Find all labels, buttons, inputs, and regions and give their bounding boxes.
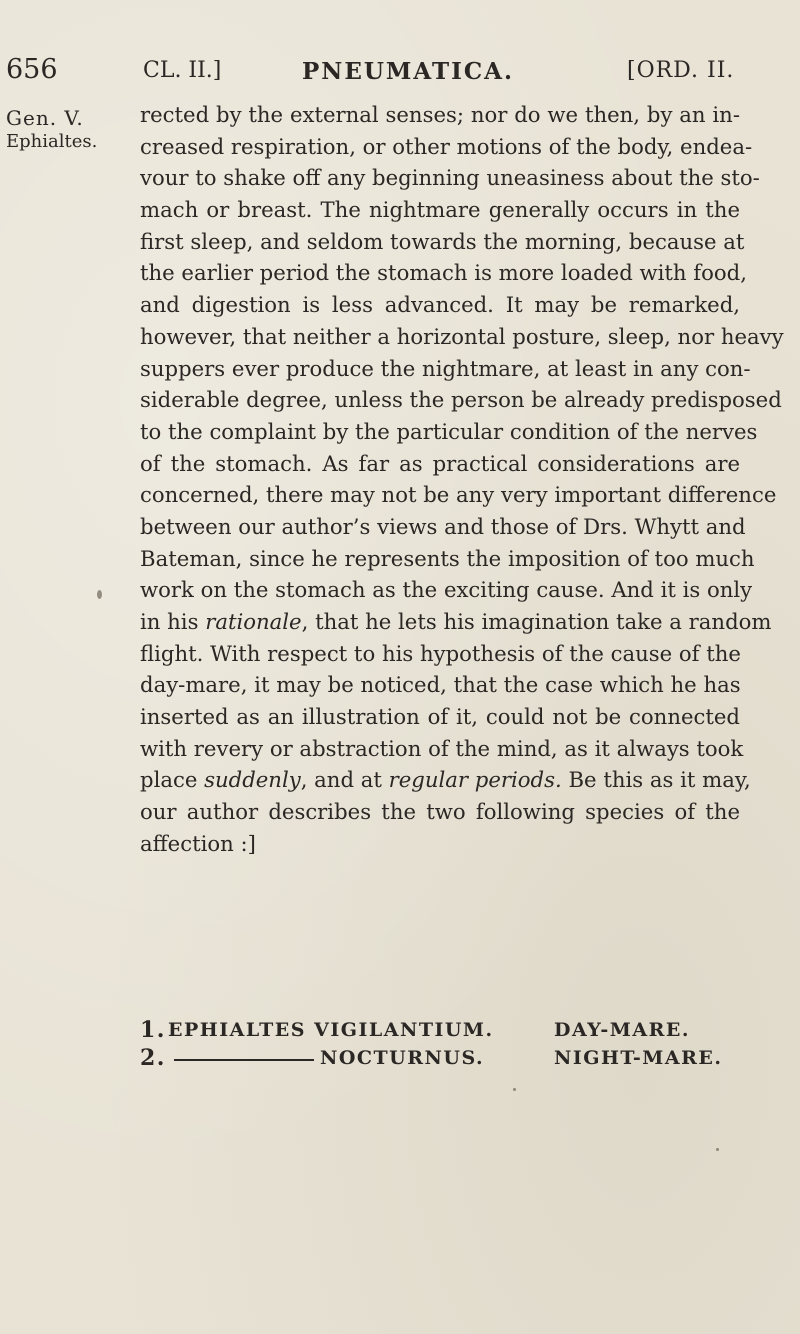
paper-speck: [513, 1088, 516, 1091]
text-line: first sleep, and seldom towards the morning, because at: [140, 228, 745, 254]
text-line: mach or breast. The nightmare generally occurs in the: [140, 197, 740, 223]
page-number: 656: [6, 54, 58, 85]
running-title: PNEUMATICA.: [302, 58, 514, 85]
paper-speck: [97, 590, 102, 599]
text-line: suppers ever produce the nightmare, at least in any con-: [140, 355, 751, 381]
body-paragraph: [140, 99, 784, 860]
text-line: our author describes the two following species of the: [140, 799, 740, 825]
text-line: inserted as an illustration of it, could not be connected: [140, 704, 740, 730]
text-line: of the stomach. As far as practical considerations are: [140, 450, 740, 476]
text-line: and digestion is less advanced. It may be remarked,: [140, 292, 740, 318]
text-line: affection :]: [140, 830, 256, 856]
text-line: place suddenly, and at regular periods. Be this as it may,: [140, 767, 751, 793]
text-line: vour to shake off any beginning uneasiness about the sto-: [140, 165, 760, 191]
text-line: flight. With respect to his hypothesis of the cause of the: [140, 640, 741, 666]
text-line: work on the stomach as the exciting cause. And it is only: [140, 577, 753, 603]
text-line: siderable degree, unless the person be already predisposed: [140, 387, 782, 413]
text-line: between our author’s views and those of Drs. Whytt and: [140, 513, 746, 539]
species-common-name: NIGHT-MARE.: [554, 1047, 723, 1069]
species-number: 2.: [140, 1045, 166, 1071]
text-line: the earlier period the stomach is more loaded with food,: [140, 260, 747, 286]
margin-genus: Gen. V.: [6, 106, 84, 130]
text-line: to the complaint by the particular condition of the nerves: [140, 418, 758, 444]
margin-genus-name: Ephialtes.: [6, 131, 98, 152]
text-line: concerned, there may not be any very important difference: [140, 482, 777, 508]
species-latin-name: EPHIALTES VIGILANTIUM.: [168, 1019, 494, 1041]
species-latin-name: NOCTURNUS.: [320, 1047, 485, 1069]
species-number: 1.: [140, 1017, 166, 1043]
text-line: creased respiration, or other motions of the body, endea-: [140, 133, 753, 159]
text-line: however, that neither a horizontal posture, sleep, nor heavy: [140, 323, 784, 349]
species-item: [140, 1017, 760, 1045]
species-item: [140, 1045, 760, 1073]
species-list: [140, 1017, 760, 1073]
margin-note: [6, 106, 126, 154]
text-line: in his rationale, that he lets his imagination take a random: [140, 609, 772, 634]
class-label: CL. II.]: [143, 58, 222, 83]
text-line: day-mare, it may be noticed, that the case which he has: [140, 672, 741, 698]
species-common-name: DAY-MARE.: [554, 1019, 690, 1041]
ditto-rule: [174, 1059, 314, 1061]
running-head: [0, 54, 800, 90]
text-line: Bateman, since he represents the imposition of too much: [140, 545, 755, 571]
paper-speck: [716, 1148, 719, 1151]
order-label: [ORD. II.: [627, 58, 735, 83]
text-line: with revery or abstraction of the mind, as it always took: [140, 735, 744, 761]
text-line: rected by the external senses; nor do we then, by an in-: [140, 102, 740, 127]
